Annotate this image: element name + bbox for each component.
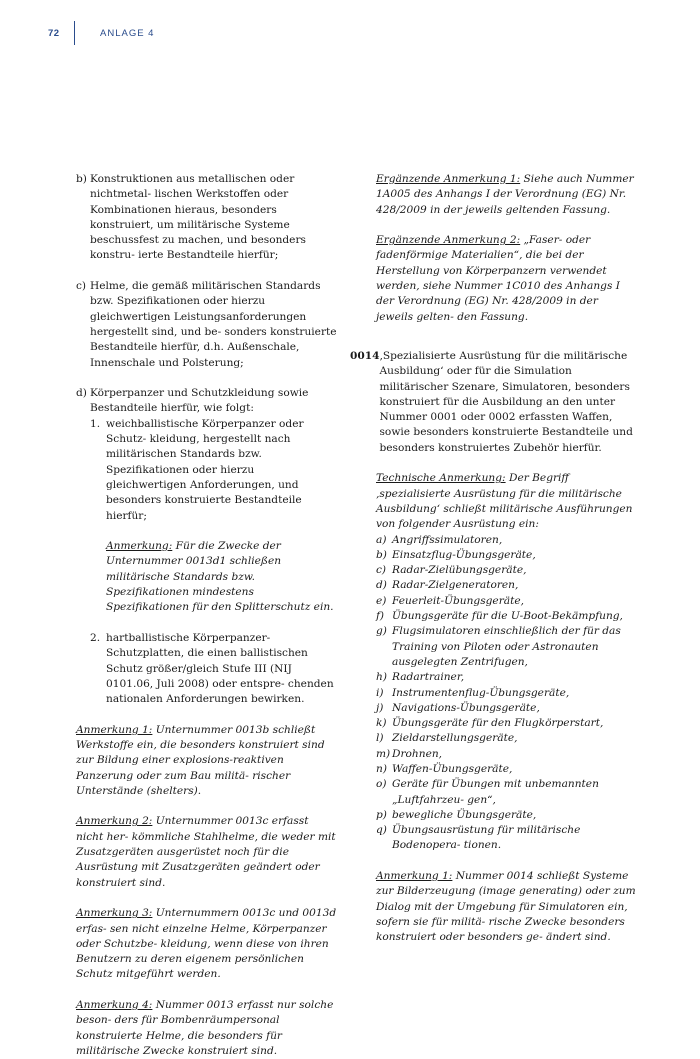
list-text: Übungsgeräte für den Flugkörperstart, [392,717,604,730]
list-text: Zieldarstellungsgeräte, [392,732,518,745]
sub-label: 1. [90,417,101,430]
list-text: Navigations-Übungsgeräte, [392,701,540,714]
supplementary-note-1 [350,172,638,218]
list-label: g) [376,625,387,638]
note-text: Unternummer 0013c erfasst nicht her- kömmliche Stahlhelme, die weder mit Zusatzgeräten ausgerüstet noch für die Ausrüstung mit Zusatzgeräten geändert oder konstruiert sind. [76,815,336,889]
note-text: „Faser- oder fadenförmige Materialien“, die bei der Herstellung von Körperpanzern verwendet werden, siehe Nummer 1C010 des Anhangs I der Verordnung (EG) Nr. 428/2009 in der jeweils gelten- den Fassung. [376,234,620,323]
list-item [376,578,638,593]
note-text: Der Begriff ‚spezialisierte Ausrüstung für die militärische Ausbildung‘ schließt militärische Ausführungen von folgender Ausrüstung ein: [376,472,633,531]
list-item [376,716,638,731]
note-3 [76,906,338,982]
note-text: Unternummern 0013c und 0013d erfas- sen nicht einzelne Helme, Körperpanzer oder Schutzbe- kleidung, wenn diese von ihren Benutzern zu deren eigenem persönlichen Schutz mitgeführt werden. [76,907,337,981]
note-text: Siehe auch Nummer 1A005 des Anhangs I der Verordnung (EG) Nr. 428/2009 in der jeweils geltenden Fassung. [376,173,634,216]
sub-note [76,539,338,615]
technical-note-list [376,533,638,854]
supplementary-note-2 [350,233,638,325]
list-item [376,548,638,563]
list-text: Angriffssimulatoren, [392,533,503,546]
list-label: d) [376,579,387,592]
list-item [376,808,638,823]
note-4 [76,998,338,1059]
list-text: Einsatzflug-Übungsgeräte, [392,548,536,561]
sub-label: 2. [90,631,101,644]
note-text: Für die Zwecke der Unternummer 0013d1 schließen militärische Standards bzw. Spezifikationen mindestens Spezifikationen für den Splitterschutz ein. [106,540,334,614]
note-0014-1 [350,869,638,945]
list-item [376,594,638,609]
note-text: Nummer 0013 erfasst nur solche beson- ders für Bombenräumpersonal konstruierte Helme, die besonders für militärische Zwecke konstruiert sind. [76,999,334,1057]
section-text: ‚Spezialisierte Ausrüstung für die militärische Ausbildung‘ oder für die Simulation militärischer Szenare, Simulatoren, besonders konstruiert für die Ausbildung an den unter Nummer 0001 oder 0002 erfassten Waffen, sowie besonders konstruierte Bestandteile und besonders konstruiertes Zubehör hierfür. [379,349,633,454]
list-item-c [76,279,338,371]
list-text: Feuerleit-Übungsgeräte, [392,594,524,607]
list-text: Übungsausrüstung für militärische Bodenopera- tionen. [392,824,581,852]
list-item [376,762,638,777]
list-text: Radar-Zielgeneratoren, [392,579,519,592]
list-label: c) [76,280,87,293]
note-text: Nummer 0014 schließt Systeme zur Bilderzeugung (image generating) oder zum Dialog mit der Umgebung für Simulatoren ein, sofern sie für militä- rische Zwecke besonders konstruiert oder besonders ge- ändert sind. [376,870,636,944]
note-label: Anmerkung 2: [76,815,153,828]
list-label: f) [376,610,385,623]
list-label: p) [376,808,387,821]
list-label: o) [376,778,387,791]
list-item [376,686,638,701]
right-column [350,172,638,946]
page-number: 72 [48,28,60,39]
list-label: b) [376,548,387,561]
technical-note [350,471,638,853]
list-item [376,533,638,548]
sub-item-2 [76,631,338,707]
note-label: Ergänzende Anmerkung 2: [376,234,521,247]
note-text: Unternummer 0013b schließt Werkstoffe ein, die besonders konstruiert sind zur Bildung einer explosions-reaktiven Panzerung oder zum Bau militä- rischer Unterstände (shelters). [76,723,325,797]
list-label: n) [376,762,387,775]
list-item [376,609,638,624]
list-label: m) [376,747,391,760]
list-label: i) [376,686,384,699]
list-text: Instrumentenflug-Übungsgeräte, [392,686,570,699]
list-label: l) [376,732,384,745]
note-label: Technische Anmerkung: [376,472,506,485]
list-item [376,670,638,685]
list-text: Konstruktionen aus metallischen oder nichtmetal- lischen Werkstoffen oder Kombinationen hieraus, besonders konstruiert, um militärische Systeme beschussfest zu machen, und besonders konstru- ierte Bestandteile hierfür; [90,173,306,262]
note-label: Anmerkung 3: [76,907,153,920]
list-text: Waffen-Übungsgeräte, [392,762,513,775]
note-label: Anmerkung 1: [376,870,453,883]
list-item-b [76,172,338,264]
list-label: c) [376,564,387,577]
list-text: Übungsgeräte für die U-Boot-Bekämpfung, [392,610,623,623]
header-divider [74,21,75,45]
list-text: Drohnen, [392,747,443,760]
section-0014 [350,349,638,456]
note-label: Anmerkung 1: [76,723,153,736]
list-text: bewegliche Übungsgeräte, [392,808,537,821]
note-label: Anmerkung: [106,540,173,553]
section-header: ANLAGE 4 [100,28,155,39]
list-item [376,731,638,746]
list-item [376,823,638,854]
list-text: Radartrainer, [392,671,465,684]
list-item [376,624,638,670]
list-item [376,701,638,716]
list-text: Geräte für Übungen mit unbemannten „Luftfahrzeu- gen“, [392,778,599,806]
list-label: b) [76,173,87,185]
list-item [376,777,638,808]
list-label: e) [376,594,387,607]
sub-text: weichballistische Körperpanzer oder Schutz- kleidung, hergestellt nach militärischen Standards bzw. Spezifikationen oder hierzu gleichwertigen Anforderungen, und besonders konstruierte Bestandteile hierfür; [106,417,304,522]
note-label: Ergänzende Anmerkung 1: [376,173,521,185]
sub-item-1 [76,417,338,524]
list-item-d [76,386,338,417]
note-1 [76,723,338,799]
left-column [76,172,338,1059]
list-text: Helme, die gemäß militärischen Standards bzw. Spezifikationen oder hierzu gleichwertigen Leistungsanforderungen hergestellt sind, und be- sonders konstruierte Bestandteile hierfür, d.h. Außenschale, Innenschale und Polsterung; [90,280,337,369]
list-item [376,563,638,578]
note-label: Anmerkung 4: [76,999,153,1012]
note-2 [76,814,338,890]
list-text: Radar-Zielübungsgeräte, [392,564,527,577]
section-number: 0014 [350,349,380,362]
list-text: Flugsimulatoren einschließlich der für das Training von Piloten oder Astronauten ausgelegten Zentrifugen, [392,625,621,668]
sub-text: hartballistische Körperpanzer-Schutzplatten, die einen ballistischen Schutz größer/gleich Stufe III (NIJ 0101.06, Juli 2008) oder entspre- chenden nationalen Anforderungen bewirken. [106,631,334,706]
list-text: Körperpanzer und Schutzkleidung sowie Bestandteile hierfür, wie folgt: [90,387,309,415]
list-item [376,747,638,762]
list-label: h) [376,671,387,684]
list-label: a) [376,533,387,546]
list-label: j) [376,701,384,714]
list-label: q) [376,824,387,837]
list-label: k) [376,717,387,730]
list-label: d) [76,387,87,400]
